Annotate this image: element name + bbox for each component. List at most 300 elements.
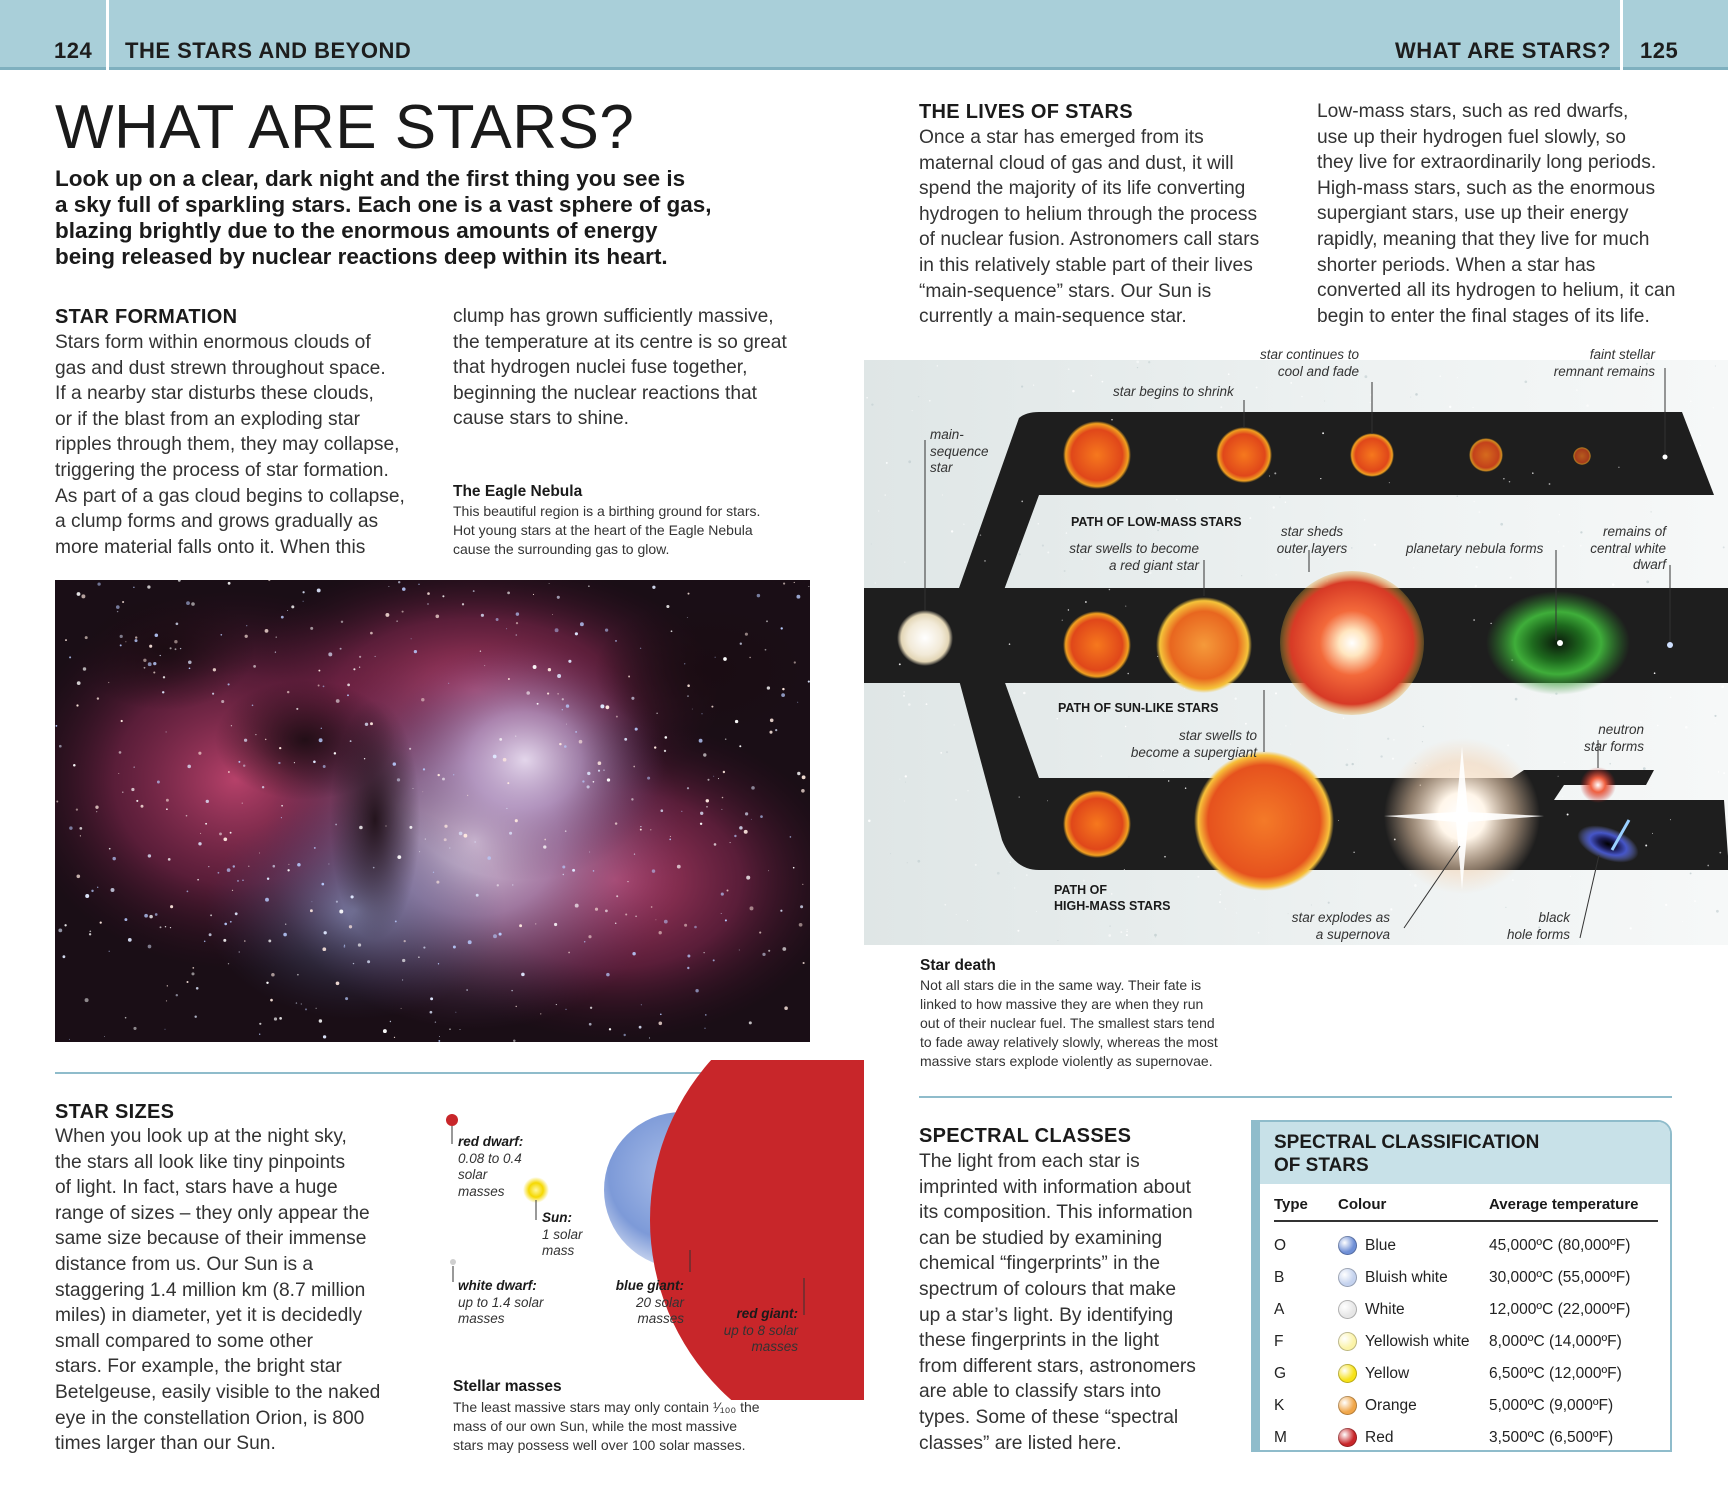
column-header-temperature: Average temperature bbox=[1489, 1196, 1639, 1213]
background-star bbox=[1550, 696, 1551, 697]
text-line: of light. In fact, stars have a huge bbox=[55, 1177, 338, 1199]
colour-swatch bbox=[1338, 1396, 1357, 1415]
path-high-mass-label bbox=[1054, 882, 1170, 914]
background-star bbox=[519, 924, 522, 927]
background-star bbox=[1645, 845, 1647, 847]
cell-colour: Bluish white bbox=[1365, 1269, 1448, 1286]
background-star bbox=[659, 931, 662, 934]
text-line: eye in the constellation Orion, is 800 bbox=[55, 1407, 365, 1429]
background-star bbox=[1109, 925, 1111, 927]
background-star bbox=[797, 702, 798, 703]
background-star bbox=[170, 927, 171, 928]
background-star bbox=[242, 803, 243, 804]
text-line: types. Some of these “spectral bbox=[919, 1406, 1179, 1428]
background-star bbox=[1715, 723, 1716, 724]
star-death-caption bbox=[920, 976, 1218, 1071]
background-star bbox=[397, 855, 401, 859]
background-star bbox=[1449, 406, 1451, 408]
label-line: star begins to shrink bbox=[1113, 384, 1234, 399]
background-star bbox=[513, 1040, 516, 1042]
background-star bbox=[364, 758, 365, 759]
background-star bbox=[1085, 601, 1087, 603]
background-star bbox=[937, 365, 938, 366]
background-star bbox=[654, 746, 656, 748]
cell-colour: Red bbox=[1365, 1429, 1394, 1446]
background-star bbox=[442, 778, 445, 781]
background-star bbox=[345, 997, 348, 1000]
cell-type: M bbox=[1274, 1429, 1287, 1446]
background-star bbox=[349, 925, 352, 928]
text-line: converted all its hydrogen to helium, it can bbox=[1317, 280, 1676, 302]
background-star bbox=[589, 1023, 592, 1026]
background-star bbox=[579, 740, 583, 744]
background-star bbox=[165, 926, 166, 927]
background-star bbox=[1659, 683, 1660, 684]
background-star bbox=[427, 592, 430, 595]
background-star bbox=[1091, 375, 1093, 377]
intro-paragraph bbox=[55, 166, 735, 270]
background-star bbox=[421, 698, 424, 701]
background-star bbox=[875, 583, 876, 584]
background-star bbox=[204, 941, 206, 943]
background-star bbox=[707, 779, 709, 781]
background-star bbox=[899, 779, 900, 780]
background-star bbox=[144, 914, 148, 918]
background-star bbox=[108, 682, 109, 683]
text-line: Betelgeuse, easily visible to the naked bbox=[55, 1381, 381, 1403]
background-star bbox=[253, 665, 256, 668]
background-star bbox=[871, 543, 872, 544]
background-star bbox=[615, 640, 617, 642]
text-line: up a star’s light. By identifying bbox=[919, 1304, 1174, 1326]
background-star bbox=[725, 738, 727, 740]
background-star bbox=[1014, 887, 1015, 888]
background-star bbox=[1532, 472, 1534, 474]
background-star bbox=[593, 870, 595, 872]
background-star bbox=[521, 973, 525, 977]
background-star bbox=[353, 668, 355, 670]
label-line: central white bbox=[1590, 540, 1666, 556]
text-line: currently a main-sequence star. bbox=[919, 306, 1187, 328]
background-star bbox=[1718, 771, 1720, 773]
text-line: spectrum of colours that make bbox=[919, 1278, 1177, 1300]
colour-swatch bbox=[1338, 1364, 1357, 1383]
background-star bbox=[562, 698, 564, 700]
background-star bbox=[1256, 387, 1258, 389]
background-star bbox=[228, 683, 230, 685]
background-star bbox=[385, 825, 386, 826]
background-star bbox=[559, 743, 561, 745]
background-star bbox=[69, 656, 71, 658]
background-star bbox=[279, 747, 281, 749]
table-row bbox=[1260, 1230, 1670, 1262]
background-star bbox=[762, 953, 765, 956]
background-star bbox=[287, 610, 288, 611]
background-star bbox=[1380, 755, 1382, 757]
background-star bbox=[1576, 389, 1577, 390]
table-row bbox=[1260, 1358, 1670, 1390]
background-star bbox=[940, 752, 942, 754]
background-star bbox=[1472, 407, 1473, 408]
background-star bbox=[749, 1021, 752, 1024]
background-star bbox=[1410, 397, 1411, 398]
background-star bbox=[1652, 833, 1653, 834]
background-star bbox=[616, 895, 618, 897]
eagle-nebula-caption bbox=[453, 502, 760, 559]
background-star bbox=[433, 872, 434, 873]
background-star bbox=[459, 1029, 460, 1030]
background-star bbox=[1392, 758, 1394, 760]
background-star bbox=[81, 594, 85, 598]
background-star bbox=[422, 791, 423, 792]
background-star bbox=[148, 662, 152, 666]
background-star bbox=[768, 950, 770, 952]
background-star bbox=[430, 997, 433, 1000]
background-star bbox=[287, 869, 289, 871]
background-star bbox=[1245, 723, 1247, 725]
text-line: hydrogen to helium through the process bbox=[919, 203, 1258, 225]
text-line: from different stars, astronomers bbox=[919, 1355, 1196, 1377]
background-star bbox=[744, 830, 748, 834]
text-line: more material falls onto it. When this bbox=[55, 536, 366, 558]
background-star bbox=[557, 596, 560, 599]
background-star bbox=[347, 694, 349, 696]
background-star bbox=[402, 587, 406, 591]
cell-temperature: 45,000ºC (80,000ºF) bbox=[1489, 1237, 1631, 1254]
right-section-title: WHAT ARE STARS? bbox=[1395, 38, 1612, 63]
background-star bbox=[166, 731, 167, 732]
background-star bbox=[464, 834, 468, 838]
background-star bbox=[168, 858, 171, 861]
white-dwarf-star bbox=[450, 1259, 456, 1265]
background-star bbox=[449, 1028, 451, 1030]
background-star bbox=[575, 731, 577, 733]
label-line: cool and fade bbox=[1277, 363, 1359, 379]
table-header bbox=[1260, 1122, 1670, 1184]
label-name: white dwarf: bbox=[458, 1278, 537, 1293]
background-star bbox=[194, 1015, 196, 1017]
background-star bbox=[544, 839, 546, 841]
background-star bbox=[1609, 763, 1611, 765]
text-line: same size because of their immense bbox=[55, 1228, 367, 1250]
background-star bbox=[1654, 672, 1656, 674]
background-star bbox=[555, 628, 559, 632]
header-band bbox=[0, 0, 1728, 70]
label-line: remains of bbox=[1602, 524, 1666, 539]
background-star bbox=[1713, 407, 1715, 409]
background-star bbox=[444, 825, 447, 828]
background-star bbox=[1439, 375, 1441, 377]
background-star bbox=[493, 755, 497, 759]
background-star bbox=[1269, 475, 1270, 476]
background-star bbox=[562, 709, 563, 710]
caption-line: mass of our own Sun, while the most massive bbox=[453, 1418, 738, 1434]
background-star bbox=[351, 895, 354, 898]
background-star bbox=[144, 667, 146, 669]
background-star bbox=[1042, 545, 1044, 547]
cell-temperature: 8,000ºC (14,000ºF) bbox=[1489, 1333, 1622, 1350]
background-star bbox=[956, 914, 957, 915]
star-sizes-diagram bbox=[440, 1060, 864, 1400]
background-star bbox=[122, 792, 123, 793]
background-star bbox=[430, 1011, 433, 1014]
background-star bbox=[641, 1004, 642, 1005]
background-star bbox=[533, 594, 534, 595]
background-star bbox=[1125, 606, 1126, 607]
background-star bbox=[323, 686, 325, 688]
background-star bbox=[180, 648, 181, 649]
background-star bbox=[409, 748, 411, 750]
background-star bbox=[1274, 472, 1276, 474]
background-star bbox=[438, 963, 439, 964]
background-star bbox=[1707, 865, 1709, 867]
background-star bbox=[793, 867, 795, 869]
background-star bbox=[120, 644, 122, 646]
background-star bbox=[77, 681, 81, 685]
text-line: High-mass stars, such as the enormous bbox=[1317, 177, 1656, 199]
background-star bbox=[681, 811, 682, 812]
background-star bbox=[334, 752, 336, 754]
background-star bbox=[1038, 523, 1040, 525]
background-star bbox=[467, 795, 468, 796]
background-star bbox=[370, 632, 373, 635]
background-star bbox=[1279, 497, 1280, 498]
background-star bbox=[359, 656, 361, 658]
text-line: classes” are listed here. bbox=[919, 1432, 1122, 1454]
background-star bbox=[1524, 380, 1527, 383]
background-star bbox=[59, 745, 62, 748]
background-star bbox=[96, 811, 97, 812]
label-line: mass bbox=[542, 1243, 575, 1258]
background-star bbox=[616, 716, 618, 718]
label-line: remnant remains bbox=[1553, 363, 1655, 379]
background-star bbox=[1646, 581, 1649, 584]
label-line: PATH OF LOW-MASS STARS bbox=[1071, 515, 1242, 529]
caption-line: Hot young stars at the heart of the Eagle Nebula bbox=[453, 522, 753, 538]
caption-line: The least massive stars may only contain ¹⁄₁₀₀ the bbox=[453, 1399, 760, 1415]
text-line: rapidly, meaning that they live for much bbox=[1317, 228, 1650, 250]
background-star bbox=[640, 648, 641, 649]
lives-of-stars-heading: THE LIVES OF STARS bbox=[919, 101, 1133, 123]
background-star bbox=[800, 905, 803, 908]
colour-swatch bbox=[1338, 1300, 1357, 1319]
background-star bbox=[324, 931, 327, 934]
background-star bbox=[1352, 763, 1354, 765]
background-star bbox=[453, 946, 456, 949]
background-star bbox=[235, 912, 238, 915]
background-star bbox=[735, 720, 738, 723]
label-line: star forms bbox=[1583, 738, 1644, 754]
text-line: that hydrogen nuclei fuse together, bbox=[453, 357, 748, 379]
background-star bbox=[395, 920, 397, 922]
background-star bbox=[1128, 776, 1129, 777]
star-formation-text-col1 bbox=[55, 330, 405, 560]
cell-colour: Blue bbox=[1365, 1237, 1397, 1254]
background-star bbox=[781, 693, 785, 697]
caption-line: to fade away relatively slowly, whereas the most bbox=[920, 1034, 1218, 1050]
background-star bbox=[1155, 937, 1156, 938]
text-line: If a nearby star disturbs these clouds, bbox=[55, 383, 374, 405]
text-line: “main-sequence” stars. Our Sun is bbox=[919, 280, 1212, 302]
main-sequence-label bbox=[930, 427, 989, 477]
text-line: its composition. This information bbox=[919, 1202, 1193, 1224]
background-star bbox=[323, 1035, 326, 1038]
background-star bbox=[866, 397, 867, 398]
label-line: neutron bbox=[1598, 722, 1644, 737]
background-star bbox=[794, 582, 795, 583]
cell-colour: Orange bbox=[1365, 1397, 1417, 1414]
label-line: star bbox=[930, 460, 953, 475]
background-star bbox=[176, 994, 178, 996]
background-star bbox=[58, 928, 62, 932]
text-line: clump has grown sufficiently massive, bbox=[453, 306, 774, 327]
background-star bbox=[323, 765, 326, 768]
background-star bbox=[305, 1008, 307, 1010]
background-star bbox=[722, 797, 724, 799]
text-line: range of sizes – they only appear the bbox=[55, 1202, 370, 1224]
text-line: imprinted with information about bbox=[919, 1176, 1191, 1198]
background-star bbox=[634, 853, 635, 854]
background-star bbox=[302, 591, 304, 593]
background-star bbox=[516, 622, 518, 624]
text-line: maternal cloud of gas and dust, it will bbox=[919, 152, 1234, 174]
background-star bbox=[584, 941, 585, 942]
background-star bbox=[164, 1029, 165, 1030]
label-line: up to 1.4 solar bbox=[458, 1294, 544, 1310]
background-star bbox=[650, 829, 651, 830]
background-star bbox=[56, 801, 58, 803]
background-star bbox=[1558, 776, 1559, 777]
background-star bbox=[1062, 620, 1063, 621]
background-star bbox=[170, 647, 172, 649]
background-star bbox=[125, 1017, 127, 1019]
background-star bbox=[1275, 574, 1276, 575]
background-star bbox=[79, 827, 82, 830]
background-star bbox=[701, 713, 702, 714]
background-star bbox=[76, 808, 78, 810]
background-star bbox=[242, 880, 244, 882]
background-star bbox=[160, 655, 161, 656]
background-star bbox=[317, 588, 321, 592]
background-star bbox=[213, 668, 216, 671]
text-line: a clump forms and grows gradually as bbox=[55, 511, 379, 533]
background-star bbox=[1564, 762, 1565, 763]
background-star bbox=[187, 765, 191, 769]
background-star bbox=[136, 800, 138, 802]
spectral-classes-text bbox=[919, 1149, 1196, 1456]
label-line: 0.08 to 0.4 bbox=[458, 1150, 522, 1166]
background-star bbox=[456, 1012, 457, 1013]
background-star bbox=[588, 935, 591, 938]
background-star bbox=[575, 904, 579, 908]
background-star bbox=[100, 921, 102, 923]
background-star bbox=[606, 705, 610, 709]
background-star bbox=[1285, 501, 1286, 502]
background-star bbox=[487, 856, 491, 860]
text-line: small compared to some other bbox=[55, 1330, 314, 1352]
background-star bbox=[631, 697, 634, 700]
background-star bbox=[704, 952, 705, 953]
background-star bbox=[297, 974, 299, 976]
background-star bbox=[1108, 934, 1111, 937]
background-star bbox=[1197, 876, 1199, 878]
background-star bbox=[1036, 911, 1037, 912]
background-star bbox=[166, 1000, 167, 1001]
background-star bbox=[118, 773, 119, 774]
background-star bbox=[556, 1004, 557, 1005]
background-star bbox=[388, 586, 389, 587]
supergiant-mark bbox=[1194, 751, 1334, 891]
background-star bbox=[590, 1007, 592, 1009]
background-star bbox=[1715, 365, 1716, 366]
background-star bbox=[375, 656, 376, 657]
background-star bbox=[270, 999, 273, 1002]
background-star bbox=[188, 661, 192, 665]
background-star bbox=[582, 780, 584, 782]
background-star bbox=[548, 668, 551, 671]
background-star bbox=[259, 1023, 261, 1025]
text-line: the stars all look like tiny pinpoints bbox=[55, 1151, 346, 1173]
background-star bbox=[97, 697, 99, 699]
background-star bbox=[1473, 619, 1475, 621]
background-star bbox=[436, 881, 439, 884]
background-star bbox=[721, 893, 724, 896]
background-star bbox=[359, 826, 363, 830]
background-star bbox=[588, 585, 590, 587]
background-star bbox=[449, 847, 450, 848]
background-star bbox=[1220, 890, 1221, 891]
background-star bbox=[316, 1008, 317, 1009]
low-mass-star-mark bbox=[1469, 438, 1503, 472]
background-star bbox=[155, 633, 159, 637]
background-star bbox=[1601, 584, 1602, 585]
background-star bbox=[265, 739, 267, 741]
background-star bbox=[759, 932, 761, 934]
background-star bbox=[76, 874, 80, 878]
table-title-line: SPECTRAL CLASSIFICATION bbox=[1274, 1132, 1540, 1153]
background-star bbox=[1120, 931, 1122, 933]
background-star bbox=[134, 639, 137, 642]
background-star bbox=[187, 891, 189, 893]
background-star bbox=[245, 635, 248, 638]
background-star bbox=[552, 614, 553, 615]
left-section-title: THE STARS AND BEYOND bbox=[125, 38, 412, 63]
background-star bbox=[285, 924, 286, 925]
background-star bbox=[508, 678, 510, 680]
background-star bbox=[639, 1026, 642, 1029]
star-sizes-heading: STAR SIZES bbox=[55, 1101, 175, 1123]
background-star bbox=[1111, 419, 1112, 420]
label-line: star swells to bbox=[1178, 728, 1257, 743]
label-line: 20 solar bbox=[635, 1294, 684, 1310]
label-line: masses bbox=[458, 1311, 505, 1326]
background-star bbox=[967, 920, 968, 921]
background-star bbox=[442, 595, 444, 597]
background-star bbox=[780, 910, 782, 912]
remnant-mark bbox=[1663, 455, 1668, 460]
background-star bbox=[1290, 744, 1291, 745]
background-star bbox=[266, 982, 268, 984]
background-star bbox=[148, 945, 152, 949]
background-star bbox=[684, 663, 685, 664]
colour-swatch bbox=[1338, 1236, 1357, 1255]
cell-type: O bbox=[1274, 1237, 1287, 1254]
background-star bbox=[725, 919, 727, 921]
background-star bbox=[566, 704, 569, 707]
background-star bbox=[1328, 558, 1330, 560]
background-star bbox=[1102, 381, 1104, 383]
background-star bbox=[69, 826, 72, 829]
